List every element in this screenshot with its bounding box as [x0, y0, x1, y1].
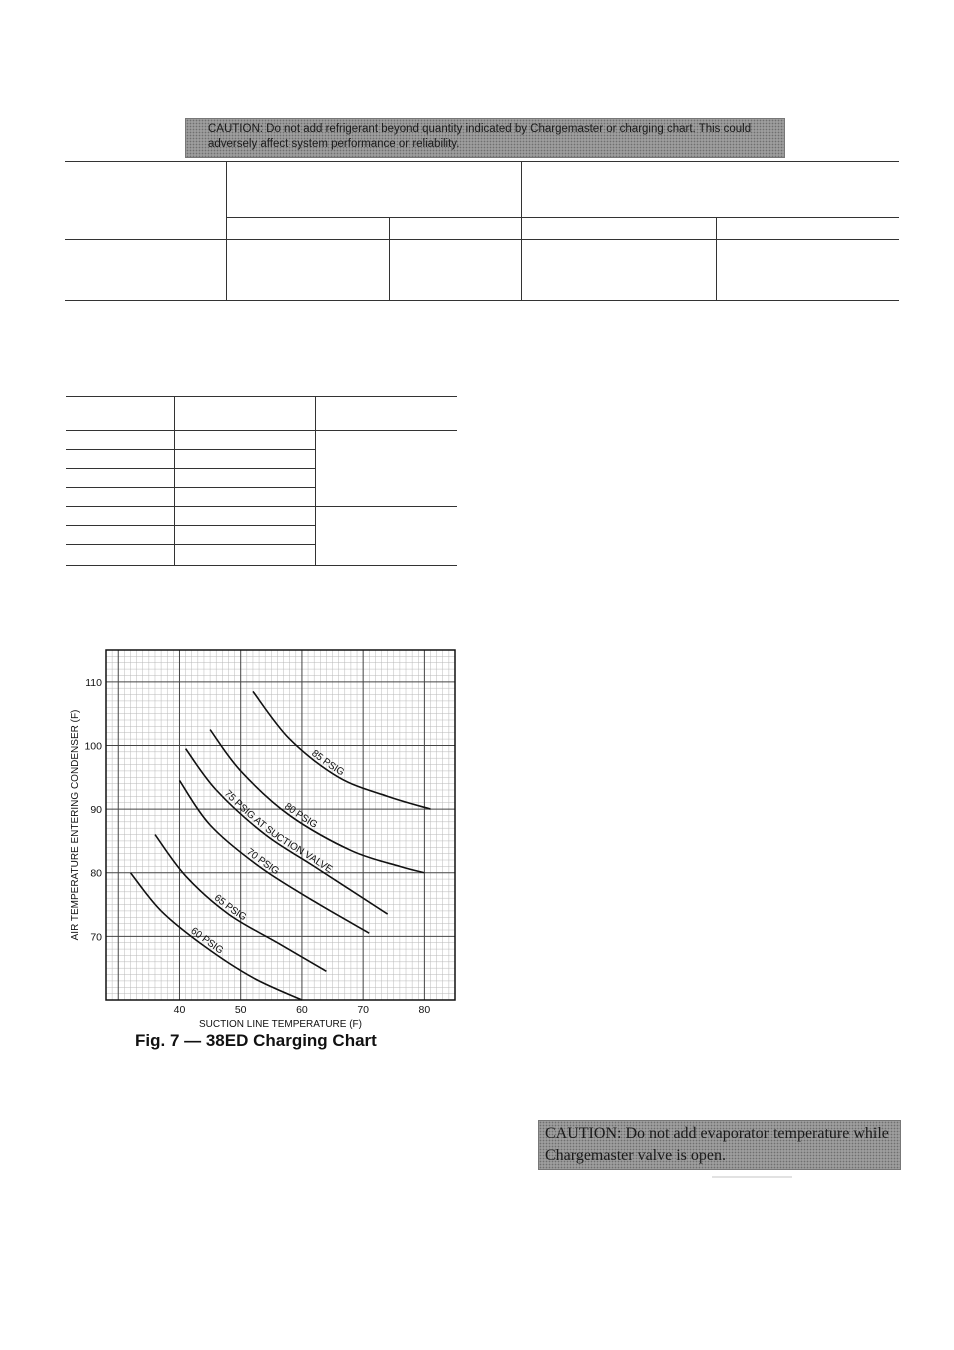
x-tick-label: 70 [357, 1004, 370, 1016]
y-tick-label: 80 [90, 867, 102, 880]
chart-plot-frame [106, 650, 455, 1000]
caution-notice-top [185, 118, 785, 158]
figure-caption: Fig. 7 — 38ED Charging Chart [135, 1031, 377, 1050]
x-tick-label: 40 [173, 1004, 186, 1016]
caution-notice-bottom [538, 1120, 901, 1170]
y-tick-label: 100 [84, 740, 102, 753]
caution-top-text: CAUTION: Do not add refrigerant beyond quantity indicated by Chargemaster or charging chart. This could adversely affect system performance or reliability. [208, 123, 752, 150]
chart-major-grid [106, 650, 455, 1000]
y-tick-label: 110 [85, 676, 102, 689]
caution-bottom-text: CAUTION: Do not add evaporator temperature while Chargemaster valve is open. [545, 1125, 889, 1164]
curve-label: 70 PSIG [244, 846, 281, 878]
chart-minor-grid [106, 650, 455, 1000]
chart-y-ticks [84, 677, 102, 944]
x-tick-label: 50 [234, 1004, 247, 1016]
charging-chart [68, 640, 468, 1030]
curve-label: 85 PSIG [309, 748, 347, 779]
y-tick-label: 90 [90, 804, 102, 817]
chart-curves [130, 691, 430, 1000]
chart-curve [253, 691, 431, 809]
x-tick-label: 60 [296, 1004, 308, 1016]
chart-x-ticks [174, 1004, 431, 1016]
curve-label: 80 PSIG [282, 801, 320, 831]
curve-label: 75 PSIG AT SUCTION VALVE [221, 788, 335, 876]
chart-y-axis-label: AIR TEMPERATURE ENTERING CONDENSER (F) [70, 709, 81, 941]
y-tick-label: 70 [90, 931, 102, 944]
curve-label: 65 PSIG [211, 892, 249, 924]
x-tick-label: 80 [418, 1004, 431, 1016]
faint-mark [712, 1176, 792, 1178]
chart-x-axis-label: SUCTION LINE TEMPERATURE (F) [199, 1019, 362, 1030]
curve-label: 60 PSIG [188, 925, 226, 957]
